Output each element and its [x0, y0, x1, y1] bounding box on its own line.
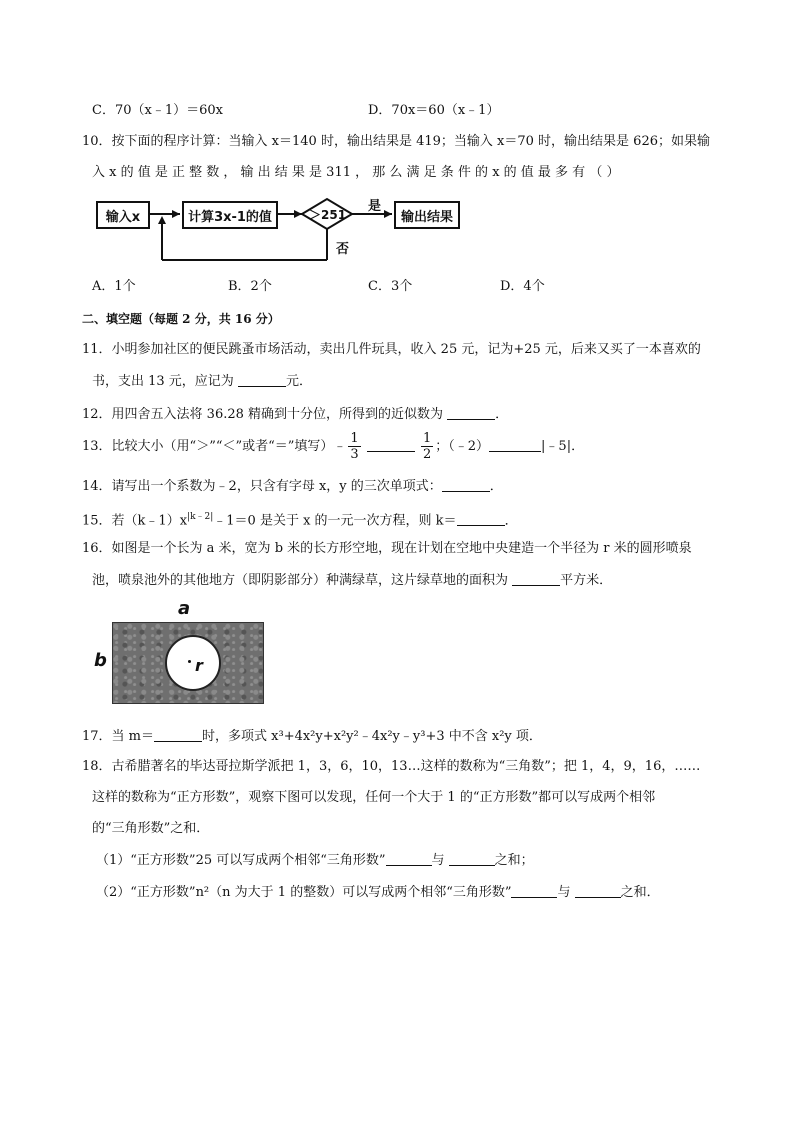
q18-part2-blank-2[interactable] — [575, 883, 621, 898]
fraction-numerator: 1 — [350, 431, 359, 446]
q16-stem-line1: 16．如图是一个长为 a 米，宽为 b 米的长方形空地，现在计划在空地中央建造一个半径为 r 米的圆形喷泉 — [82, 541, 692, 556]
q14-text: 14．请写出一个系数为﹣2，只含有字母 x，y 的三次单项式： — [82, 479, 442, 494]
q13-answer-blank-1[interactable] — [367, 437, 415, 452]
q13-stem — [82, 430, 584, 464]
fountain-circle — [165, 635, 221, 691]
figure-label-a: a — [178, 598, 191, 619]
circle-center-dot — [188, 660, 191, 663]
q17-stem — [82, 727, 542, 746]
q11-text: 书，支出 13 元，应记为 — [92, 374, 238, 389]
q14-answer-blank[interactable] — [442, 477, 490, 492]
q13-fraction-2 — [421, 431, 433, 462]
q13-text: 13．比较大小（用“＞”“＜”或者“＝”填写）﹣ — [82, 439, 347, 454]
q17-text-2: 时，多项式 x³+4x²y+x²y²﹣4x²y﹣y³+3 中不含 x²y 项． — [202, 729, 542, 744]
flowchart-output-box: 输出结果 — [394, 201, 460, 229]
q13-text-2: ；（﹣2） — [435, 439, 490, 454]
figure-label-b: b — [94, 650, 107, 671]
q11-stem-line1: 11．小明参加社区的便民跳蚤市场活动，卖出几件玩具，收入 25 元，记为+25 元，后来又买了一本喜欢的 — [82, 342, 701, 357]
flowchart-yes-label: 是 — [368, 199, 382, 214]
q18-part2-text: （2）“正方形数”n²（n 为大于 1 的整数）可以写成两个相邻“三角形数” — [96, 885, 512, 900]
q15-text: 15．若（k﹣1）x — [82, 513, 188, 529]
q12-stem — [82, 405, 508, 424]
q13-fraction-1 — [348, 431, 360, 462]
fraction-denominator: 3 — [350, 447, 359, 462]
fraction-numerator: 1 — [422, 431, 432, 446]
q10-stem-line1: 10．按下面的程序计算：当输入 x＝140 时，输出结果是 419；当输入 x＝70 时，输出结果是 626；如果输 — [82, 134, 710, 149]
q18-part2-end: 之和． — [620, 885, 660, 900]
q11-unit: 元． — [285, 374, 312, 389]
q16-answer-blank[interactable] — [512, 571, 560, 586]
q16-unit: 平方米． — [560, 573, 613, 588]
flowchart-compute-box: 计算3x-1的值 — [182, 201, 278, 229]
q16-stem-line2 — [92, 571, 612, 590]
q18-part1-and: 与 — [431, 853, 449, 868]
q9-option-d: D．70x＝60（x﹣1） — [368, 103, 500, 118]
q15-answer-blank[interactable] — [457, 511, 505, 526]
q18-part1-end: 之和； — [494, 853, 534, 868]
fraction-denominator: 2 — [422, 447, 432, 462]
flowchart-compare-label: ＞251 — [309, 208, 347, 222]
q18-part2-and: 与 — [557, 885, 575, 900]
q11-answer-blank[interactable] — [238, 372, 286, 387]
q18-part1-blank-2[interactable] — [449, 851, 495, 866]
q10-stem-line2: 入 x 的 值 是 正 整 数 ， 输 出 结 果 是 311 ， 那 么 满 足 条 件 的 x 的 值 最 多 有 （ ） — [92, 165, 620, 180]
q10-option-a: A．1个 — [92, 279, 136, 294]
q16-text: 池，喷泉池外的其他地方（即阴影部分）种满绿草，这片绿草地的面积为 — [92, 573, 513, 588]
q14-stem — [82, 477, 503, 496]
q18-stem-line2: 这样的数称为“正方形数”，观察下图可以发现，任何一个大于 1 的“正方形数”都可以写成两个相邻 — [92, 790, 656, 805]
q12-text: 12．用四舍五入法将 36.28 精确到十分位，所得到的近似数为 — [82, 407, 448, 422]
q13-answer-blank-2[interactable] — [489, 437, 541, 452]
q9-option-c: C．70（x﹣1）＝60x — [92, 103, 223, 118]
q18-stem-line1: 18．古希腊著名的毕达哥拉斯学派把 1，3，6，10，13…这样的数称为“三角数”；把 1，4，9，16，…… — [82, 759, 701, 774]
q18-part1-text: （1）“正方形数”25 可以写成两个相邻“三角形数” — [96, 853, 386, 868]
figure-label-r: r — [195, 656, 203, 675]
q13-text-3: |﹣5|． — [541, 439, 585, 454]
flowchart-input-box: 输入x — [96, 201, 150, 229]
q12-end: ． — [495, 407, 509, 422]
q17-answer-blank[interactable] — [154, 727, 202, 742]
q17-text: 17．当 m＝ — [82, 729, 155, 744]
q15-exponent: |k﹣2| — [187, 512, 214, 522]
q10-option-d: D．4个 — [500, 279, 545, 294]
flowchart-no-label: 否 — [336, 242, 350, 257]
q18-part2-blank-1[interactable] — [511, 883, 557, 898]
q18-part1 — [96, 851, 534, 870]
q15-stem — [82, 508, 518, 530]
q15-end: ． — [504, 513, 518, 529]
q11-stem-line2 — [92, 372, 312, 391]
q10-option-c: C．3个 — [368, 279, 413, 294]
q10-option-b: B．2个 — [228, 279, 272, 294]
flowchart-connectors — [0, 0, 794, 300]
q18-part1-blank-1[interactable] — [386, 851, 432, 866]
q15-text-2: ﹣1＝0 是关于 x 的一元一次方程，则 k＝ — [213, 513, 457, 529]
q14-end: ． — [489, 479, 503, 494]
q18-part2 — [96, 883, 660, 902]
q18-stem-line3: 的“三角形数”之和． — [92, 821, 210, 836]
section-heading: 二、填空题（每题 2 分，共 16 分） — [82, 312, 280, 326]
q12-answer-blank[interactable] — [447, 405, 495, 420]
